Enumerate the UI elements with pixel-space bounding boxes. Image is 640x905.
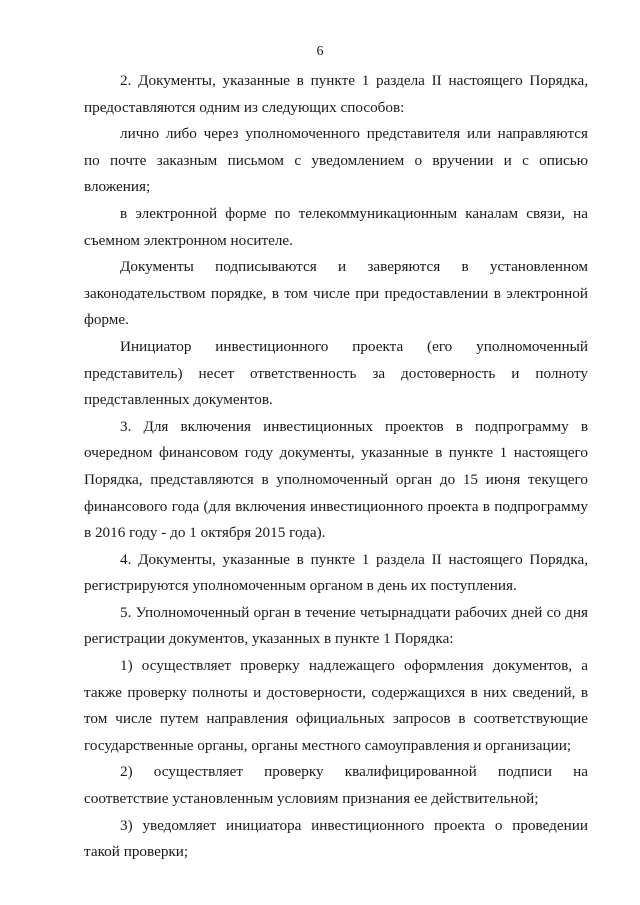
- page-number: 6: [316, 44, 324, 59]
- paragraph-clause-2: 2. Документы, указанные в пункте 1 раздела II настоящего Порядка, предоставляются одним из следующих способов:: [84, 72, 588, 116]
- paragraph-method-electronic: в электронной форме по телекоммуникационным каналам связи, на съемном электронном носителе.: [84, 204, 588, 249]
- paragraph-clause-4: 4. Документы, указанные в пункте 1 раздела II настоящего Порядка, регистрируются уполномоченным органом в день их поступления.: [84, 550, 588, 595]
- document-body: [84, 68, 588, 866]
- paragraph-clause-5: 5. Уполномоченный орган в течение четырнадцати рабочих дней со дня регистрации документов, указанных в пункте 1 Порядка:: [84, 603, 588, 648]
- paragraph-method-in-person: лично либо через уполномоченного представителя или направляются по почте заказным письмом с уведомлением о вручении и с описью вложения;: [84, 125, 588, 196]
- paragraph-responsibility: Инициатор инвестиционного проекта (его уполномоченный представитель) несет ответственность за достоверность и полноту представленных документов.: [84, 337, 588, 409]
- paragraph-signing: Документы подписываются и заверяются в установленном законодательством порядке, в том числе при предоставлении в электронной форме.: [84, 258, 588, 329]
- paragraph-item-1: 1) осуществляет проверку надлежащего оформления документов, а также проверку полноты и достоверности, содержащихся в них сведений, в том числе путем направления официальных запросов в соответствующие государственные органы, органы местного самоуправления и организации;: [84, 657, 588, 754]
- paragraph-item-3: 3) уведомляет инициатора инвестиционного проекта о проведении такой проверки;: [84, 816, 588, 861]
- paragraph-item-2: 2) осуществляет проверку квалифицированной подписи на соответствие установленным условиям признания ее действительной;: [84, 763, 588, 808]
- paragraph-clause-3: 3. Для включения инвестиционных проектов в подпрограмму в очередном финансовом году документы, указанные в пункте 1 настоящего Порядка, представляются в уполномоченный орган до 15 июня текущего финансового года (для включения инвестиционного проекта в подпрограмму в 2016 году - до 1 октября 2015 года).: [84, 417, 588, 542]
